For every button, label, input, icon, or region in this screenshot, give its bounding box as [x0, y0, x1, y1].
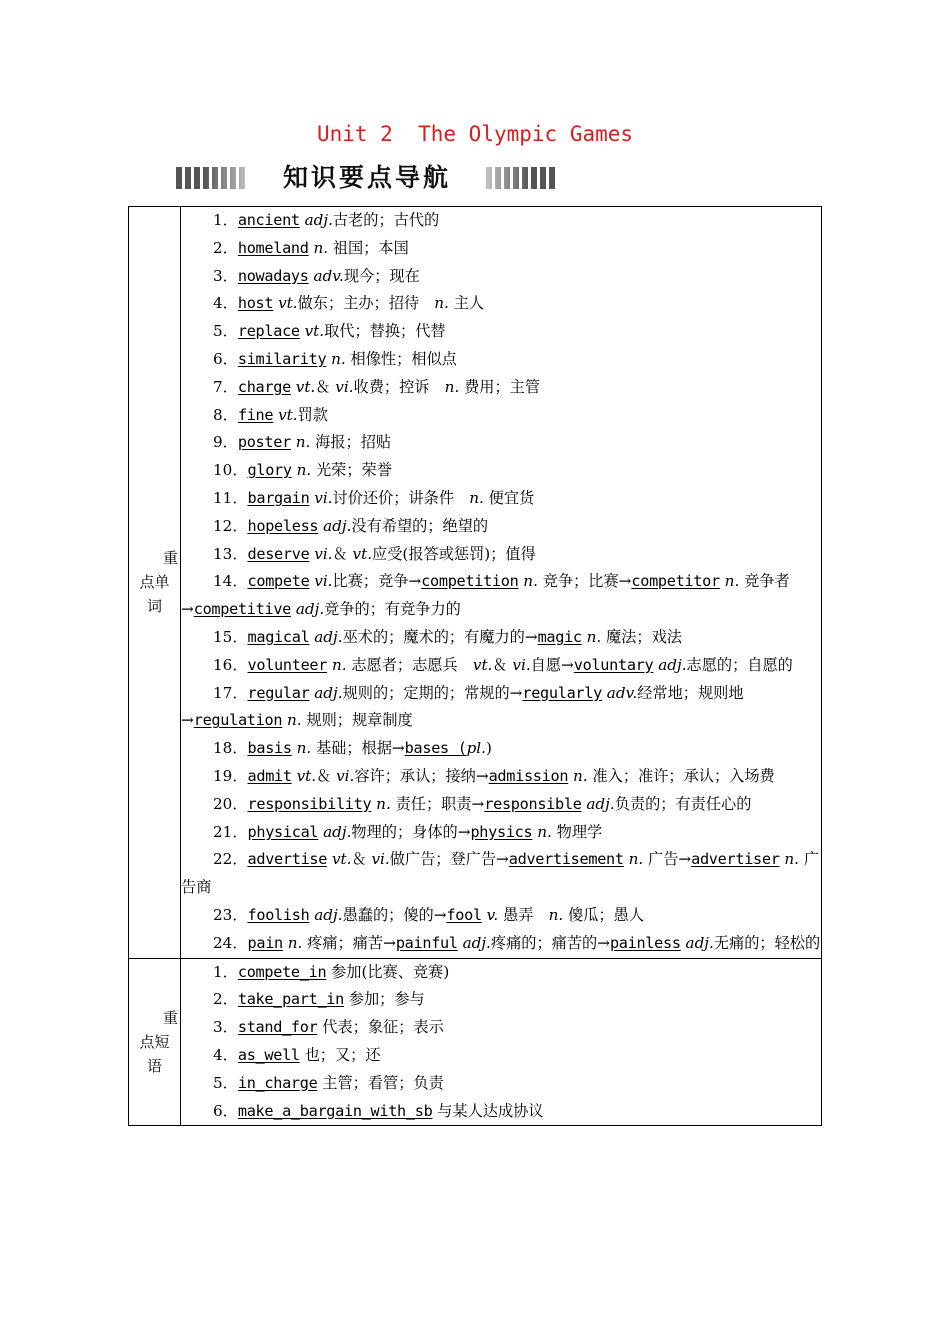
- entry-number: 11．: [213, 488, 248, 507]
- definition-text: ): [486, 739, 492, 758]
- part-of-speech: adj.: [314, 683, 343, 702]
- entry-number: 24．: [213, 933, 248, 952]
- vocab-entry: [181, 819, 821, 847]
- definition-text: 费用；主管: [459, 377, 541, 396]
- definition-text: 物理的；身体的→: [351, 822, 471, 841]
- entry-number: 16．: [213, 655, 248, 674]
- part-of-speech: pl.: [466, 739, 486, 758]
- part-of-speech: n.: [469, 488, 484, 507]
- banner-left-dots-decoration: [176, 167, 248, 189]
- vocab-term: painless: [609, 933, 681, 952]
- entry-number: 1．: [213, 211, 238, 229]
- definition-text: 罚款: [297, 405, 328, 424]
- vocab-entry: [181, 680, 821, 736]
- vocab-term: magical: [247, 627, 310, 646]
- definition-text: 魔法；戏法: [601, 627, 682, 646]
- definition-text: 与某人达成协议: [432, 1101, 544, 1120]
- section-label-cell: [129, 207, 181, 959]
- vocab-term: hopeless: [247, 516, 319, 535]
- entry-number: 3．: [213, 266, 238, 285]
- banner-right-dots-decoration: [486, 167, 558, 189]
- entry-number: 4．: [213, 294, 238, 313]
- definition-text: 古老的；古代的: [332, 211, 440, 229]
- part-of-speech: n.: [434, 294, 449, 313]
- definition-text: 疼痛；痛苦→: [302, 933, 396, 952]
- definition-text: 广告→: [643, 850, 692, 869]
- part-of-speech: adj.: [685, 933, 714, 952]
- definition-text: 竞争；比赛→: [537, 572, 632, 591]
- vocab-term: glory: [247, 461, 292, 480]
- definition-text: 做东；主办；招待: [297, 294, 435, 313]
- part-of-speech: vt.: [472, 655, 493, 674]
- vocab-entry: [181, 959, 821, 987]
- vocab-entry: [181, 624, 821, 652]
- definition-text: ＆: [315, 377, 336, 396]
- vocab-entry: [181, 652, 821, 680]
- definition-text: 应受(报答或惩罚)；值得: [372, 544, 536, 563]
- vocab-term: voluntary: [573, 655, 654, 674]
- entry-number: 9．: [213, 433, 238, 452]
- vocab-term: stand_for: [237, 1018, 318, 1037]
- definition-text: 便宜货: [483, 488, 535, 507]
- vocab-term: responsibility: [247, 794, 372, 813]
- vocab-entry: [181, 930, 821, 958]
- part-of-speech: n.: [586, 627, 602, 646]
- definition-text: 物理学: [551, 822, 603, 841]
- vocab-entry: [181, 402, 821, 430]
- definition-text: 竞争者→: [181, 572, 790, 619]
- part-of-speech: adj.: [462, 933, 491, 952]
- vocab-term: nowadays: [237, 266, 309, 285]
- vocab-entry: [181, 485, 821, 513]
- part-of-speech: n.: [296, 461, 312, 480]
- part-of-speech: n.: [331, 349, 346, 368]
- definition-text: 做广告；登广告→: [389, 850, 509, 869]
- part-of-speech: adj.: [295, 600, 325, 619]
- vocab-entry: [181, 1042, 821, 1070]
- vocab-entry: [181, 1070, 821, 1098]
- definition-text: 主人: [448, 294, 485, 313]
- part-of-speech: n.: [313, 238, 329, 257]
- vocab-entry: [181, 207, 821, 235]
- part-of-speech: n.: [296, 739, 312, 758]
- section-banner: [176, 160, 558, 196]
- vocab-term: deserve: [247, 544, 310, 563]
- definition-text: 收费；控诉: [353, 377, 445, 396]
- vocab-term: volunteer: [247, 655, 328, 674]
- vocab-term: poster: [237, 433, 291, 452]
- banner-heading: 知识要点导航: [282, 163, 451, 192]
- part-of-speech: n.: [537, 822, 552, 841]
- definition-text: 无痛的；轻松的: [713, 933, 821, 952]
- vocab-term: homeland: [237, 238, 309, 257]
- entry-number: 7．: [213, 377, 238, 396]
- vocab-term: competitive: [193, 600, 292, 619]
- definition-text: 准入；准许；承认；入场费: [587, 766, 775, 785]
- section-label-line: 词: [146, 597, 162, 616]
- vocab-term: foolish: [247, 905, 310, 924]
- entry-number: 20．: [213, 794, 248, 813]
- vocab-entry: [181, 541, 821, 569]
- part-of-speech: n.: [573, 766, 588, 785]
- section-label-line: 重: [162, 549, 178, 568]
- entry-number: 6．: [213, 349, 238, 368]
- part-of-speech: adv.: [313, 266, 344, 285]
- key-words-row: [129, 207, 822, 959]
- definition-text: 愚蠢的；傻的→: [342, 905, 447, 924]
- part-of-speech: vt.: [304, 322, 325, 341]
- part-of-speech: adj.: [658, 655, 687, 674]
- entry-number: 15．: [213, 627, 248, 646]
- entry-number: 12．: [213, 516, 248, 535]
- part-of-speech: adj.: [314, 905, 343, 924]
- vocab-term: responsible: [484, 794, 582, 813]
- vocab-entry: [181, 1098, 821, 1126]
- vocab-term: advertiser: [691, 850, 780, 869]
- vocab-term: magic: [537, 627, 582, 646]
- vocab-term: advertise: [247, 850, 328, 869]
- vocab-entry: [181, 513, 821, 541]
- part-of-speech: n.: [523, 572, 538, 591]
- vocab-term: compete: [247, 572, 310, 591]
- part-of-speech: n.: [295, 433, 311, 452]
- part-of-speech: v.: [486, 905, 499, 924]
- part-of-speech: vi.: [314, 572, 333, 591]
- part-of-speech: n.: [724, 572, 740, 591]
- definition-text: 相像性；相似点: [345, 349, 457, 368]
- part-of-speech: n.: [287, 711, 302, 730]
- section-label-line: 点单: [139, 573, 170, 592]
- entry-number: 18．: [213, 739, 248, 758]
- vocabulary-table: [128, 206, 822, 1126]
- entry-number: 10．: [213, 461, 248, 480]
- entry-number: 1．: [213, 962, 238, 981]
- entry-number: 5．: [213, 1073, 238, 1092]
- part-of-speech: adj.: [323, 822, 352, 841]
- section-label-cell: [129, 958, 181, 1126]
- definition-text: 主管；看管；负责: [317, 1073, 444, 1092]
- definition-text: 自愿→: [530, 655, 574, 674]
- part-of-speech: vi.: [335, 377, 354, 396]
- part-of-speech: adj.: [314, 627, 343, 646]
- entry-number: 2．: [213, 990, 238, 1009]
- definition-text: 疼痛的；痛苦的→: [490, 933, 610, 952]
- vocab-term: in_charge: [237, 1073, 318, 1092]
- part-of-speech: adv.: [606, 683, 638, 702]
- entry-number: 17．: [213, 683, 248, 702]
- entry-number: 8．: [213, 405, 238, 424]
- definition-text: ＆: [316, 766, 337, 785]
- vocab-entry: [181, 263, 821, 291]
- vocab-term: charge: [237, 377, 291, 396]
- vocab-entry: [181, 568, 821, 624]
- part-of-speech: adj.: [304, 211, 333, 229]
- vocab-entry: [181, 986, 821, 1014]
- definition-text: 巫术的；魔术的；有魔力的→: [342, 627, 538, 646]
- definition-text: 负责的；有责任心的: [614, 794, 752, 813]
- entry-number: 21．: [213, 822, 248, 841]
- vocab-entry: [181, 735, 821, 763]
- definition-text: 也；又；还: [299, 1045, 381, 1064]
- vocab-term: physical: [247, 822, 319, 841]
- vocab-term: regulation: [193, 711, 283, 730]
- definition-text: ＆: [351, 850, 372, 869]
- section-label-line: 语: [146, 1056, 162, 1075]
- definition-text: 现今；现在: [343, 266, 420, 285]
- vocab-term: host: [237, 294, 274, 313]
- definition-text: 竞争的；有竞争力的: [324, 600, 461, 619]
- part-of-speech: vt.: [278, 294, 298, 313]
- definition-text: 光荣；荣誉: [311, 461, 392, 480]
- part-of-speech: vt.: [331, 850, 352, 869]
- part-of-speech: vi.: [371, 850, 390, 869]
- vocab-entry: [181, 374, 821, 402]
- section-label: [129, 546, 180, 618]
- definition-text: ＆: [492, 655, 513, 674]
- definition-text: 责任；职责→: [390, 794, 485, 813]
- entry-number: 4．: [213, 1045, 238, 1064]
- entry-number: 13．: [213, 544, 248, 563]
- definition-text: 经常地；规则地→: [181, 683, 744, 730]
- vocab-term: fine: [237, 405, 274, 424]
- part-of-speech: n.: [628, 850, 644, 869]
- definition-text: 比赛；竞争→: [332, 572, 422, 591]
- entry-number: 5．: [213, 322, 238, 341]
- part-of-speech: vt.: [352, 544, 373, 563]
- vocab-entry: [181, 791, 821, 819]
- definition-text: 基础；根据→: [311, 739, 405, 758]
- vocab-entry: [181, 429, 821, 457]
- part-of-speech: adj.: [323, 516, 352, 535]
- vocab-term: advertisement: [508, 850, 624, 869]
- definition-text: 傻瓜；愚人: [563, 905, 645, 924]
- definition-text: 容许；承认；接纳→: [354, 766, 489, 785]
- vocab-term: pain: [247, 933, 283, 952]
- vocab-entry: [181, 457, 821, 485]
- vocab-term: competition: [421, 572, 519, 591]
- definition-text: 广告商: [181, 850, 820, 897]
- entry-number: 23．: [213, 905, 248, 924]
- definition-text: 海报；招贴: [310, 433, 392, 452]
- vocab-term: fool: [446, 905, 482, 924]
- part-of-speech: adj.: [586, 794, 615, 813]
- vocab-term: take_part_in: [237, 990, 344, 1009]
- definition-text: 愚弄: [498, 905, 549, 924]
- vocab-entry: [181, 1014, 821, 1042]
- part-of-speech: vt.: [295, 377, 316, 396]
- part-of-speech: n.: [444, 377, 460, 396]
- vocab-term: admission: [488, 766, 569, 785]
- definition-text: 没有希望的；绝望的: [351, 516, 489, 535]
- entry-number: 22．: [213, 850, 248, 869]
- definition-text: 代表；象征；表示: [317, 1018, 444, 1037]
- definition-text: 参加；参与: [343, 990, 425, 1009]
- definition-text: 规则；规章制度: [301, 711, 413, 730]
- vocab-entry: [181, 346, 821, 374]
- definition-text: 参加(比赛、竞赛): [326, 962, 450, 981]
- part-of-speech: n.: [548, 905, 564, 924]
- section-content-cell: [181, 207, 822, 959]
- vocab-entry: [181, 763, 821, 791]
- part-of-speech: n.: [287, 933, 303, 952]
- part-of-speech: n.: [376, 794, 391, 813]
- vocab-term: competitor: [631, 572, 720, 591]
- definition-text: ＆: [332, 544, 353, 563]
- vocab-term: as_well: [237, 1045, 300, 1064]
- vocab-entry: [181, 290, 821, 318]
- definition-text: 取代；替换；代替: [324, 322, 446, 341]
- entry-number: 6．: [213, 1101, 238, 1120]
- part-of-speech: n.: [784, 850, 799, 869]
- vocab-term: make_a_bargain_with_sb: [237, 1101, 433, 1120]
- vocab-term: basis: [247, 739, 292, 758]
- definition-text: 志愿者；志愿兵: [346, 655, 473, 674]
- part-of-speech: vi.: [336, 766, 355, 785]
- part-of-speech: vi.: [314, 544, 333, 563]
- vocab-term: similarity: [237, 349, 327, 368]
- part-of-speech: vi.: [314, 488, 333, 507]
- unit-title: Unit 2 The Olympic Games: [316, 122, 634, 146]
- vocab-term: admit: [247, 766, 292, 785]
- section-label: [129, 1006, 180, 1078]
- part-of-speech: vt.: [296, 766, 317, 785]
- part-of-speech: vt.: [278, 405, 298, 424]
- vocab-term: physics: [470, 822, 533, 841]
- key-phrases-row: [129, 958, 822, 1126]
- vocab-entry: [181, 846, 821, 902]
- vocab-term: bargain: [247, 488, 310, 507]
- definition-text: 规则的；定期的；常规的→: [342, 683, 523, 702]
- vocab-entry: [181, 902, 821, 930]
- part-of-speech: vi.: [512, 655, 531, 674]
- definition-text: 讨价还价；讲条件: [332, 488, 470, 507]
- vocab-term: ancient: [237, 211, 300, 229]
- section-content-cell: [181, 958, 822, 1126]
- vocab-entry: [181, 235, 821, 263]
- vocab-term: regular: [247, 683, 310, 702]
- entry-number: 14．: [213, 572, 248, 591]
- vocab-term: compete_in: [237, 962, 327, 981]
- entry-number: 19．: [213, 766, 248, 785]
- definition-text: 祖国；本国: [328, 238, 409, 257]
- vocab-term: replace: [237, 322, 300, 341]
- vocab-term: bases (: [404, 739, 467, 758]
- entry-number: 3．: [213, 1018, 238, 1037]
- section-label-line: 点短: [139, 1032, 170, 1051]
- vocab-entry: [181, 318, 821, 346]
- definition-text: 志愿的；自愿的: [686, 655, 793, 674]
- entry-number: 2．: [213, 238, 238, 257]
- vocab-term: regularly: [522, 683, 602, 702]
- vocab-term: painful: [395, 933, 458, 952]
- part-of-speech: n.: [331, 655, 347, 674]
- section-label-line: 重: [162, 1008, 178, 1027]
